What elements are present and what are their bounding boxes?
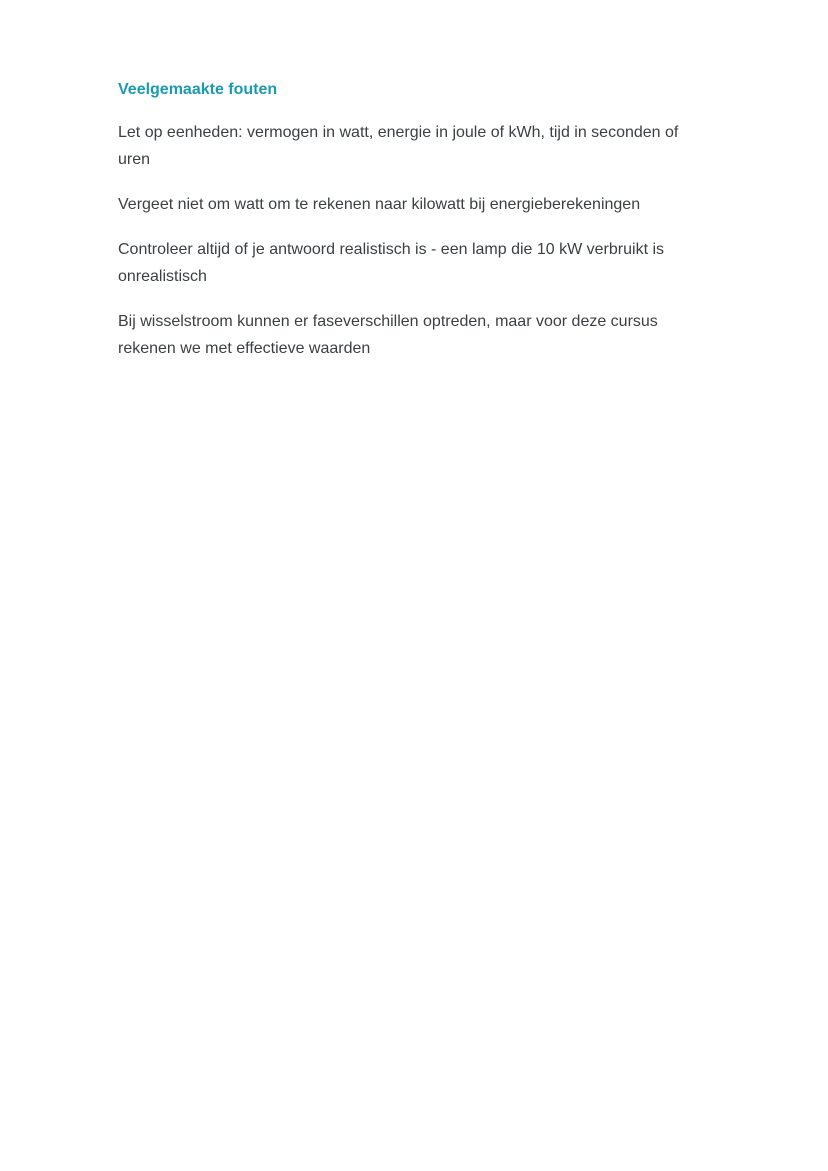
paragraph xyxy=(118,119,718,173)
paragraph xyxy=(118,308,718,362)
document-content xyxy=(118,76,718,380)
text-line: Let op eenheden: vermogen in watt, energie in joule of kWh, tijd in seconden of xyxy=(118,124,679,141)
text-line: Bij wisselstroom kunnen er faseverschillen optreden, maar voor deze cursus xyxy=(118,313,658,330)
section-heading: Veelgemaakte fouten xyxy=(118,81,278,98)
paragraph xyxy=(118,236,718,290)
text-line: Vergeet niet om watt om te rekenen naar kilowatt bij energieberekeningen xyxy=(118,196,641,213)
text-line: rekenen we met effectieve waarden xyxy=(118,340,371,357)
paragraph xyxy=(118,191,718,218)
text-line: Controleer altijd of je antwoord realistisch is - een lamp die 10 kW verbruikt is xyxy=(118,241,665,258)
text-line: uren xyxy=(118,151,151,168)
text-line: onrealistisch xyxy=(118,268,207,285)
